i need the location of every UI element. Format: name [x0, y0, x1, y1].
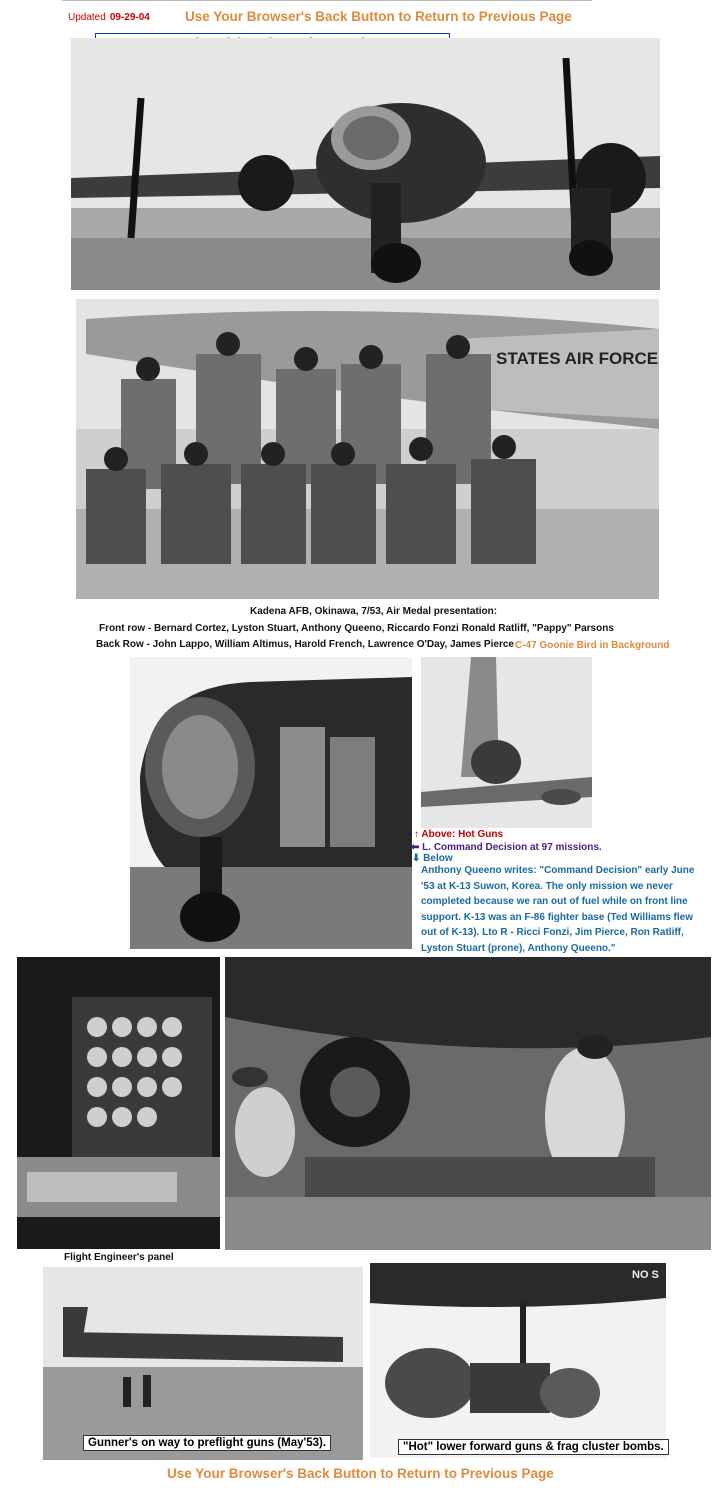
- down-arrow-icon: ⬇: [412, 853, 421, 864]
- queeno-writes-line: completed because we ran out of fuel while on front line: [421, 896, 688, 907]
- below-caption-text: Below: [423, 853, 453, 864]
- left-arrow-icon: ⬅: [411, 842, 420, 853]
- air-force-lettering: STATES AIR FORCE: [496, 349, 659, 368]
- updated-label: Updated: [68, 12, 106, 23]
- b29-front-photo: [71, 38, 660, 290]
- updated-stamp: [68, 12, 150, 23]
- gunners-caption: Gunner's on way to preflight guns (May'53).: [83, 1435, 331, 1451]
- kadena-caption-line2: Front row - Bernard Cortez, Lyston Stuart, Anthony Queeno, Riccardo Fonzi Ronald Ratliff, "Pappy" Parsons: [99, 623, 614, 634]
- queeno-writes-caption: [421, 863, 717, 956]
- queeno-writes-line: Anthony Queeno writes: "Command Decision" early June: [421, 865, 695, 876]
- command-decision-nose-photo: [130, 657, 412, 949]
- crew-under-wing-photo: [225, 957, 711, 1250]
- above-caption-text: Above: Hot Guns: [421, 829, 504, 840]
- left-caption-text: L. Command Decision at 97 missions.: [422, 842, 602, 853]
- queeno-writes-line: support. K-13 was an F-86 fighter base (Ted Williams flew: [421, 911, 694, 923]
- flight-engineer-panel-photo: [17, 957, 220, 1249]
- kadena-caption-line3: Back Row - John Lappo, William Altimus, Harold French, Lawrence O'Day, James Pierce: [96, 639, 514, 650]
- top-divider: [62, 0, 592, 1]
- kadena-caption-line1: Kadena AFB, Okinawa, 7/53, Air Medal presentation:: [250, 606, 498, 617]
- b29-tail-photo: [421, 657, 592, 828]
- above-caption: [414, 829, 503, 841]
- queeno-writes-line: '53 at K-13 Suwon, Korea. The only mission we never: [421, 880, 673, 892]
- queeno-writes-line: out of K-13). Lto R - Ricci Fonzi, Jim Pierce, Ron Ratliff,: [421, 927, 684, 938]
- updated-date: 09-29-04: [109, 12, 150, 23]
- back-link-top[interactable]: Use Your Browser's Back Button to Return to Previous Page: [185, 9, 572, 24]
- gunners-walking-photo: [43, 1267, 363, 1460]
- tail-lettering: NO S: [632, 1269, 659, 1281]
- queeno-writes-line: Lyston Stuart (prone), Anthony Queeno.": [421, 942, 616, 954]
- c47-caption: C-47 Goonie Bird in Background: [515, 640, 670, 651]
- up-arrow-icon: ↑: [414, 829, 419, 840]
- hot-guns-photo: [370, 1263, 666, 1458]
- flight-engineer-caption: Flight Engineer's panel: [64, 1252, 174, 1263]
- hot-guns-caption: "Hot" lower forward guns & frag cluster bombs.: [398, 1439, 669, 1455]
- back-link-bottom[interactable]: Use Your Browser's Back Button to Return to Previous Page: [167, 1466, 554, 1481]
- crew-group-photo: [76, 299, 659, 599]
